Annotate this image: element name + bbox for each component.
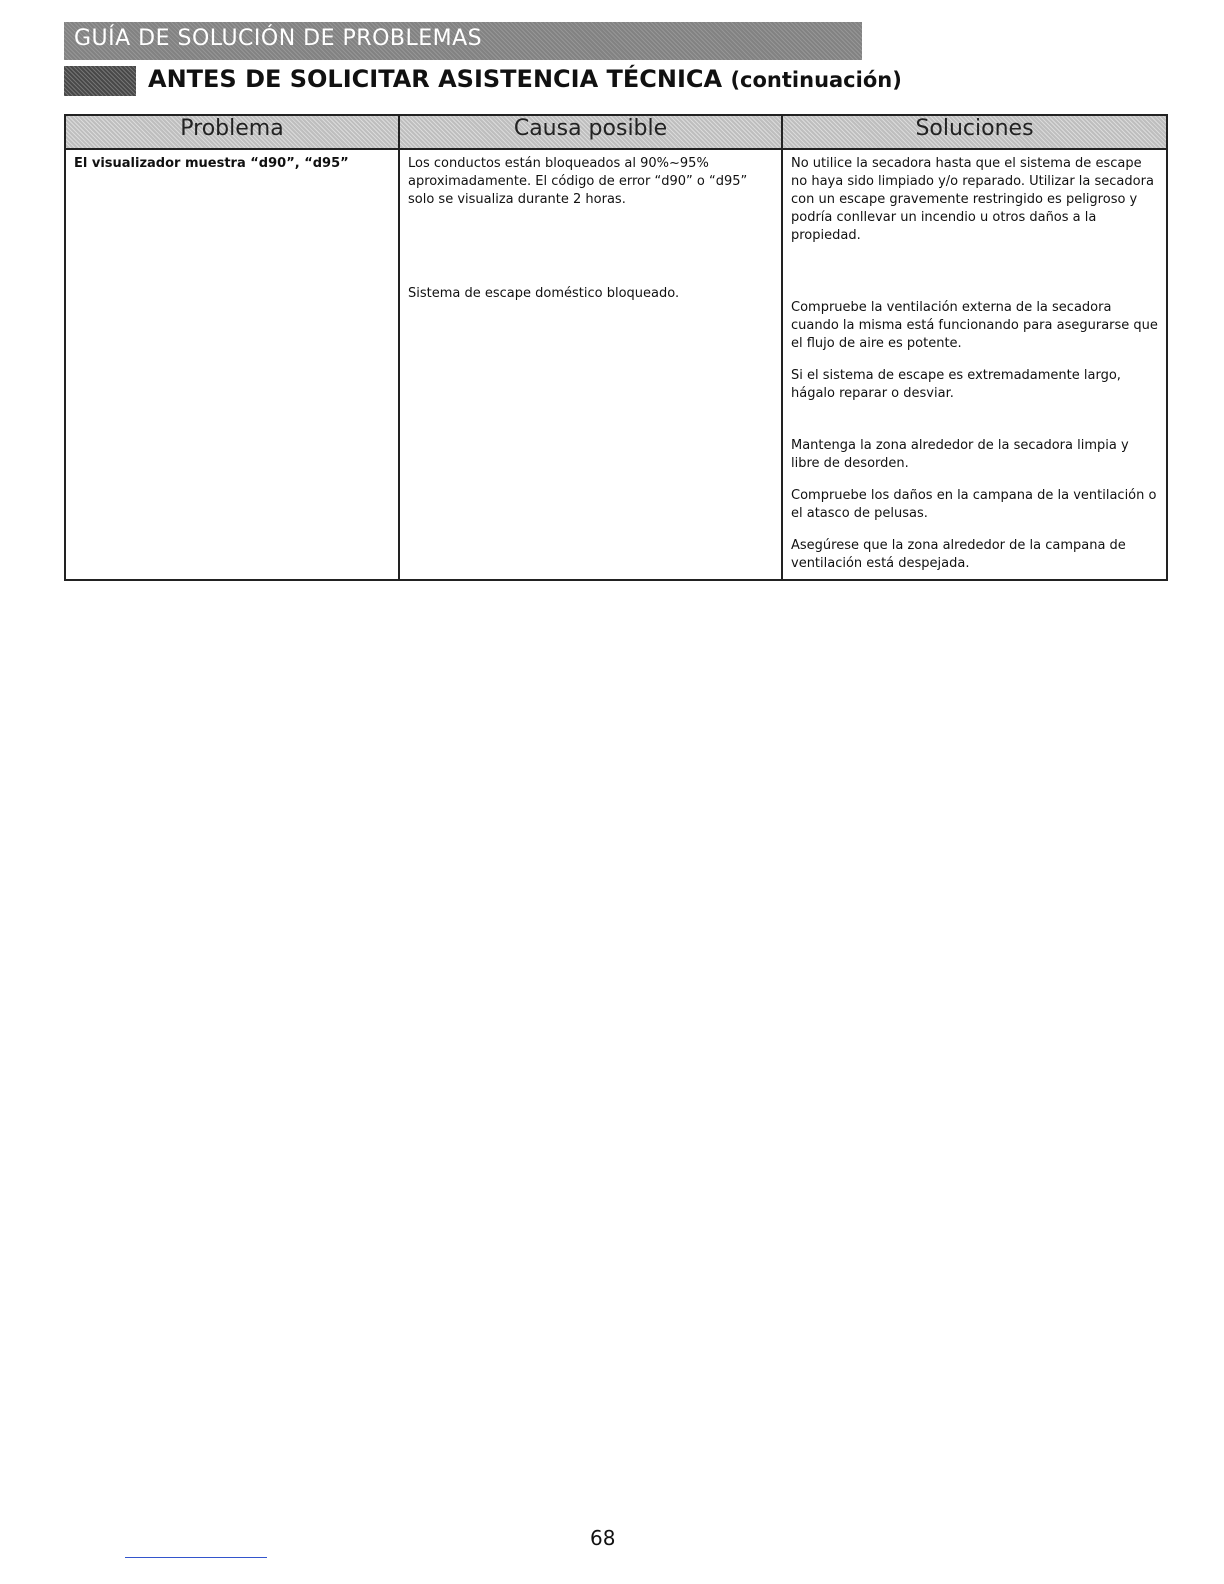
section-marker <box>64 66 136 96</box>
table-row <box>65 149 1167 580</box>
cause-item: Sistema de escape doméstico bloqueado. <box>408 286 680 301</box>
section-title-subtitle: (continuación) <box>730 68 902 92</box>
header-cause: Causa posible <box>399 115 782 149</box>
page-number: 68 <box>590 1526 616 1550</box>
solution-item: Asegúrese que la zona alrededor de la campana de ventilación está despejada. <box>791 538 1126 571</box>
header-solutions: Soluciones <box>782 115 1167 149</box>
troubleshooting-table <box>64 114 1168 581</box>
solution-item: Compruebe los daños en la campana de la ventilación o el atasco de pelusas. <box>791 488 1157 521</box>
section-title <box>148 65 902 93</box>
problem-cell <box>65 149 399 580</box>
cause-cell <box>399 149 782 580</box>
solution-item: Si el sistema de escape es extremadamente largo, hágalo reparar o desviar. <box>791 368 1121 401</box>
footer-rule <box>125 1557 267 1558</box>
solution-item: Compruebe la ventilación externa de la secadora cuando la misma está funcionando para asegurarse que el flujo de aire es potente. <box>791 300 1158 351</box>
solutions-cell <box>782 149 1167 580</box>
banner-title: GUÍA DE SOLUCIÓN DE PROBLEMAS <box>74 26 483 51</box>
solution-item: Mantenga la zona alrededor de la secadora limpia y libre de desorden. <box>791 438 1129 471</box>
problem-text: El visualizador muestra “d90”, “d95” <box>74 156 349 171</box>
solution-item: No utilice la secadora hasta que el sistema de escape no haya sido limpiado y/o reparado. Utilizar la secadora con un escape gravemente restringido es peligroso y podría conllevar un incendio u otros daños a la propiedad. <box>791 156 1154 243</box>
header-problem: Problema <box>65 115 399 149</box>
section-title-main: ANTES DE SOLICITAR ASISTENCIA TÉCNICA <box>148 65 723 93</box>
cause-item: Los conductos están bloqueados al 90%~95% aproximadamente. El código de error “d90” o “d95” solo se visualiza durante 2 horas. <box>408 156 748 207</box>
table-header-row <box>65 115 1167 149</box>
section-banner <box>64 22 862 60</box>
